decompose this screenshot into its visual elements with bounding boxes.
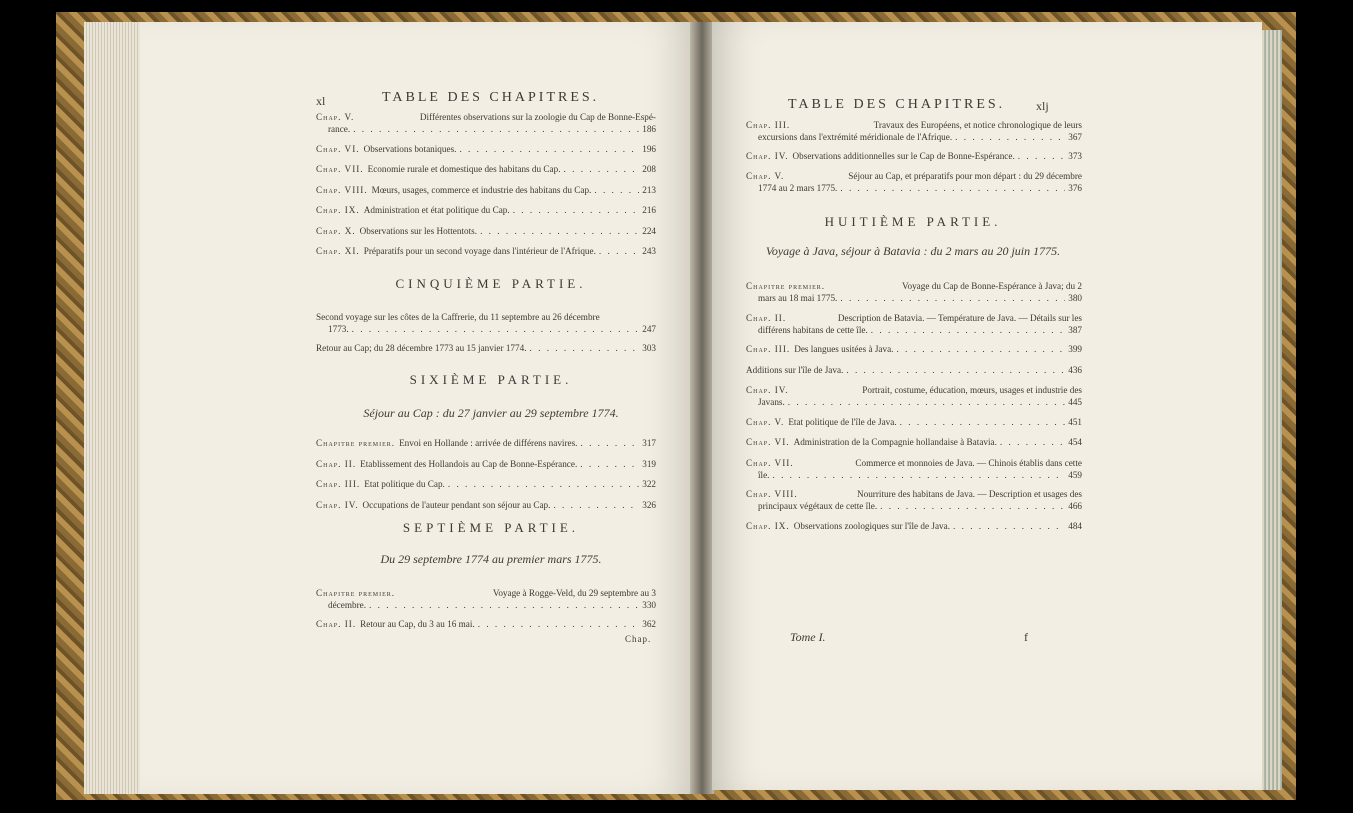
chapter-label: Chap. IV. (746, 151, 789, 161)
leader-dots (955, 131, 1065, 143)
chapter-title-cont: 1774 au 2 mars 1775. (758, 183, 838, 193)
page-ref: 451 (1068, 416, 1082, 427)
chapter-label: Chapitre premier. (746, 281, 826, 291)
toc-entry (316, 111, 656, 135)
book-gutter (690, 22, 714, 794)
leader-dots (553, 499, 639, 511)
chapter-label: Chap. V. (316, 112, 355, 122)
chapter-title-cont: 1773. (328, 324, 349, 334)
page-ref: 216 (642, 205, 656, 215)
leader-dots (513, 204, 640, 216)
toc-entry (316, 143, 656, 155)
chapter-label: Chap. III. (746, 120, 791, 130)
part-8-subtitle: Voyage à Java, séjour à Batavia : du 2 mars au 20 juin 1775. (765, 244, 1061, 258)
leader-dots (478, 618, 640, 630)
leader-dots (953, 520, 1065, 532)
leader-dots (896, 343, 1065, 355)
page-ref: 196 (642, 143, 656, 154)
toc-entry (316, 245, 656, 257)
page-ref: 367 (1068, 132, 1082, 142)
chapter-label: Chap. III. (316, 479, 361, 489)
chapter-title: Préparatifs pour un second voyage dans l'intérieur de l'Afrique. (363, 246, 596, 256)
chapter-title: Etat politique du Cap. (364, 479, 445, 489)
page-ref: 376 (1068, 183, 1082, 193)
chapter-label: Chap. V. (746, 171, 785, 181)
chapter-label: Chap. II. (316, 619, 357, 629)
page-ref: 459 (1068, 469, 1082, 480)
toc-entry (746, 384, 1082, 408)
toc-entry (316, 499, 656, 511)
chapter-label: Chap. VIII. (316, 184, 368, 195)
leader-dots (352, 323, 640, 335)
page-ref: 224 (642, 225, 656, 236)
part-8-title: HUITIÈME PARTIE. (824, 214, 1002, 229)
leader-dots (772, 469, 1065, 481)
chapter-title: Second voyage sur les côtes de la Caffrerie, du 11 septembre au 26 décembre (316, 312, 600, 322)
right-running-head: TABLE DES CHAPITRES. (788, 97, 1006, 112)
chapter-label: Chap. VII. (746, 457, 794, 468)
leader-dots (1018, 150, 1065, 162)
page-ref: 436 (1068, 364, 1082, 375)
chapter-label: Chap. IX. (746, 520, 790, 531)
leader-dots (580, 458, 639, 470)
chapter-label: Chap. II. (316, 458, 357, 469)
left-page-number: xl (316, 94, 326, 108)
chapter-title: Etat politique de l'île de Java. (788, 416, 897, 427)
chapter-title: Des langues usitées à Java. (794, 344, 894, 354)
page-ref: 387 (1068, 324, 1082, 335)
chapter-title-cont: mars au 18 mai 1775. (758, 293, 838, 303)
page-ref: 319 (642, 458, 656, 469)
leader-dots (840, 292, 1065, 304)
toc-entry (316, 204, 656, 216)
toc-entry (316, 342, 656, 354)
left-running-head: TABLE DES CHAPITRES. (382, 90, 600, 105)
leader-dots (599, 245, 639, 257)
chapter-label: Chap. XI. (316, 246, 360, 256)
toc-entry (316, 163, 656, 175)
leader-dots (880, 500, 1065, 512)
chapter-label: Chap. VIII. (746, 489, 798, 499)
toc-entry (746, 170, 1082, 194)
chapter-title: Différentes observations sur la zoologie du Cap de Bonne-Espé- (419, 112, 656, 122)
page-ref: 454 (1068, 437, 1082, 447)
toc-entry (316, 458, 656, 470)
chapter-title: Travaux des Européens, et notice chronologique de leurs (873, 120, 1082, 130)
leader-dots (369, 599, 639, 611)
toc-entry (316, 478, 656, 490)
catchword: Chap. (625, 634, 652, 644)
chapter-title-cont: décembre. (328, 600, 367, 610)
chapter-title: Additions sur l'île de Java. (746, 364, 844, 375)
chapter-label: Chap. III. (746, 344, 791, 354)
chapter-label: Chap. VI. (316, 143, 360, 154)
leader-dots (846, 364, 1065, 376)
leader-dots (353, 123, 639, 135)
chapter-label: Chap. V. (746, 416, 785, 427)
chapter-title: Observations sur les Hottentots. (359, 225, 478, 236)
page-ref: 213 (642, 184, 656, 195)
chapter-title: Observations zoologiques sur l'île de Java. (793, 520, 950, 531)
toc-entry (746, 150, 1082, 162)
page-ref: 208 (642, 164, 656, 174)
chapter-title-cont: Javans. (758, 397, 785, 407)
leader-dots (871, 324, 1065, 336)
chapter-title: Retour au Cap; du 28 décembre 1773 au 15 janvier 1774. (316, 343, 527, 353)
page-ref: 445 (1068, 397, 1082, 407)
chapter-title: Portrait, costume, éducation, mœurs, usages et industrie des (862, 385, 1082, 395)
toc-entry (316, 184, 656, 196)
leader-dots (1000, 436, 1065, 448)
leader-dots (840, 182, 1065, 194)
chapter-label: Chap. IV. (316, 499, 359, 510)
chapter-title-cont: rance. (328, 124, 351, 134)
chapter-title: Observations additionnelles sur le Cap de Bonne-Espérance. (792, 151, 1015, 161)
part-6-subtitle: Séjour au Cap : du 27 janvier au 29 septembre 1774. (363, 406, 619, 420)
leader-dots (530, 342, 640, 354)
leader-dots (594, 184, 639, 196)
leader-dots (480, 225, 639, 237)
page-ref: 373 (1068, 151, 1082, 161)
page-ref: 466 (1068, 501, 1082, 511)
page-ref: 303 (642, 343, 656, 353)
page-ref: 317 (642, 438, 656, 448)
toc-entry (746, 488, 1082, 512)
page-edges-left (84, 22, 148, 794)
chapter-title: Administration et état politique du Cap. (363, 205, 510, 215)
chapter-title: Etablissement des Hollandois au Cap de Bonne-Espérance. (360, 458, 578, 469)
toc-entry (746, 416, 1082, 428)
toc-entry (746, 436, 1082, 448)
toc-entry (746, 343, 1082, 355)
toc-entry (746, 280, 1082, 304)
part-7-title: SEPTIÈME PARTIE. (402, 520, 580, 535)
chapter-label: Chap. X. (316, 225, 356, 236)
chapter-title-cont: principaux végétaux de cette île. (758, 501, 878, 511)
chapter-title: Retour au Cap, du 3 au 16 mai. (360, 619, 475, 629)
chapter-title-cont: île. (758, 469, 770, 480)
chapter-label: Chapitre premier. (316, 588, 396, 598)
footer-signature: f (1024, 630, 1028, 644)
chapter-title: Mœurs, usages, commerce et industrie des habitans du Cap. (371, 184, 592, 195)
chapter-title: Voyage à Rogge-Veld, du 29 septembre au 3 (492, 588, 656, 598)
page-ref: 322 (642, 479, 656, 489)
chapter-title: Commerce et monnoies de Java. — Chinois établis dans cette (855, 457, 1082, 468)
page-ref: 484 (1068, 520, 1082, 531)
toc-entry (746, 364, 1082, 376)
page-ref: 380 (1068, 293, 1082, 303)
leader-dots (448, 478, 639, 490)
chapter-title: Economie rurale et domestique des habitans du Cap. (367, 164, 561, 174)
toc-entry (316, 311, 656, 335)
toc-entry (316, 587, 656, 611)
page-ref: 186 (642, 124, 656, 134)
leader-dots (788, 396, 1065, 408)
leader-dots (900, 416, 1066, 428)
chapter-label: Chap. VI. (746, 437, 790, 447)
chapter-label: Chap. II. (746, 312, 787, 323)
chapter-title: Nourriture des habitans de Java. — Description et usages des (856, 489, 1082, 499)
toc-entry (746, 119, 1082, 143)
toc-entry (746, 457, 1082, 481)
toc-entry (746, 520, 1082, 532)
chapter-label: Chap. IV. (746, 385, 789, 395)
leader-dots (564, 163, 640, 175)
chapter-title: Occupations de l'auteur pendant son séjour au Cap. (362, 499, 551, 510)
part-7-subtitle: Du 29 septembre 1774 au premier mars 1775. (380, 552, 602, 566)
toc-entry (316, 437, 656, 449)
chapter-label: Chapitre premier. (316, 438, 396, 448)
footer-volume: Tome I. (790, 630, 826, 644)
chapter-title-cont: différens habitans de cette île. (758, 324, 868, 335)
leader-dots (580, 437, 639, 449)
chapter-title: Description de Batavia. — Température de Java. — Détails sur les (837, 312, 1082, 323)
chapter-title: Observations botaniques. (363, 143, 457, 154)
toc-entry (316, 618, 656, 630)
toc-entry (746, 312, 1082, 336)
page-ref: 399 (1068, 344, 1082, 354)
chapter-label: Chap. VII. (316, 164, 364, 174)
chapter-label: Chap. IX. (316, 205, 360, 215)
page-ref: 362 (642, 619, 656, 629)
part-5-title: CINQUIÈME PARTIE. (395, 276, 587, 291)
chapter-title: Voyage du Cap de Bonne-Espérance à Java; du 2 (902, 281, 1082, 291)
page-ref: 326 (642, 499, 656, 510)
toc-entry (316, 225, 656, 237)
leader-dots (459, 143, 639, 155)
page-ref: 330 (642, 600, 656, 610)
page-ref: 243 (642, 246, 656, 256)
chapter-title: Envoi en Hollande : arrivée de différens navires. (399, 438, 578, 448)
chapter-title: Administration de la Compagnie hollandaise à Batavia. (793, 437, 997, 447)
chapter-title: Séjour au Cap, et préparatifs pour mon départ : du 29 décembre (848, 171, 1082, 181)
part-6-title: SIXIÈME PARTIE. (409, 372, 573, 387)
right-page-number: xlj (1036, 99, 1049, 113)
chapter-title-cont: excursions dans l'extrémité méridionale de l'Afrique. (758, 132, 953, 142)
page-ref: 247 (642, 324, 656, 334)
